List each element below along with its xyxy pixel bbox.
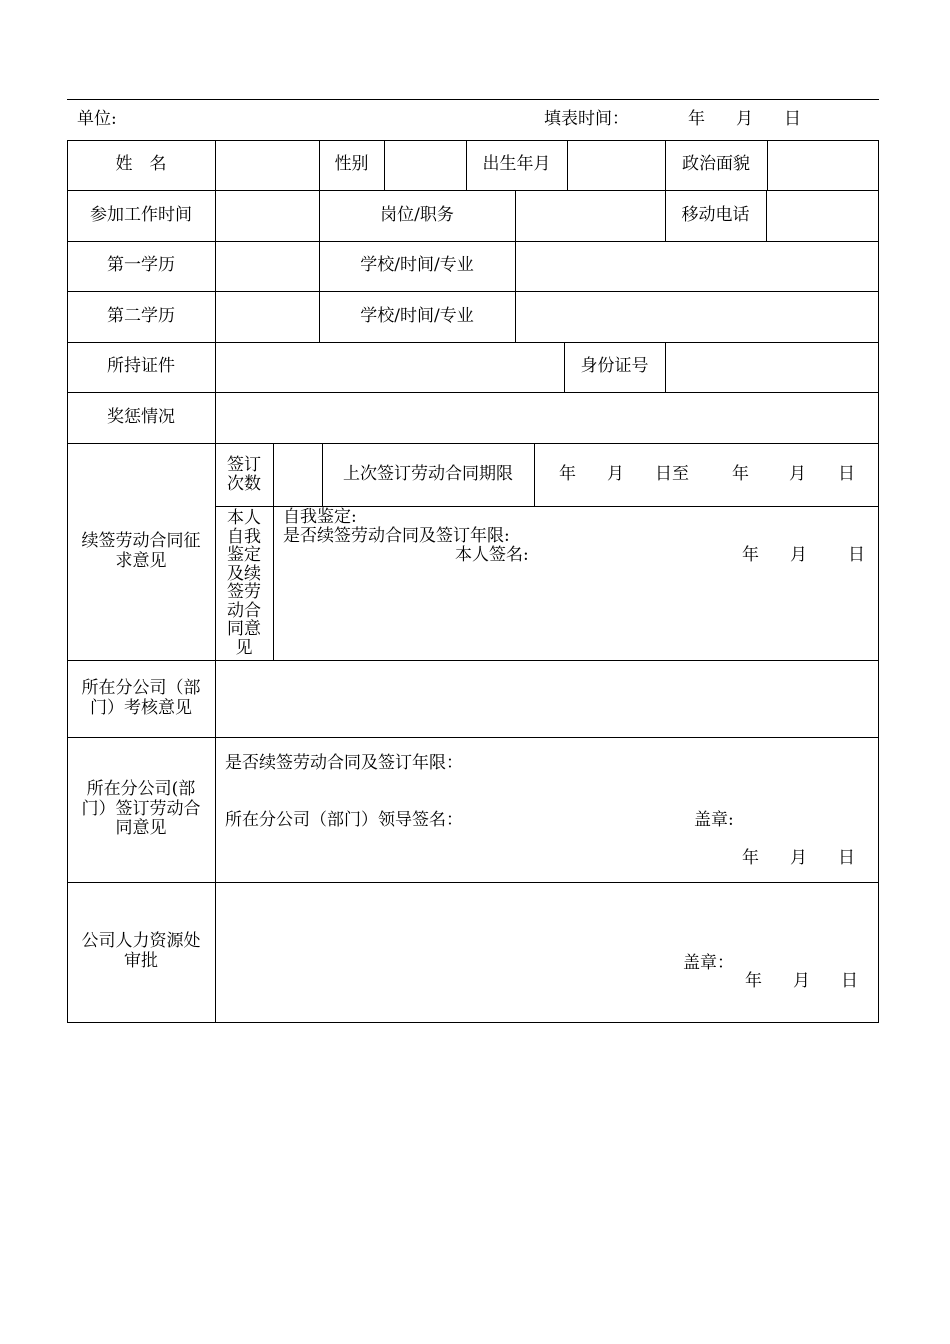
term-year-1: 年 [559, 464, 576, 484]
gender-value[interactable] [385, 141, 466, 190]
branch-day: 日 [838, 848, 855, 868]
sig-day: 日 [848, 545, 865, 565]
table-line [534, 443, 535, 507]
edu2-label: 第二学历 [107, 305, 175, 326]
reward-label: 奖惩情况 [107, 406, 175, 427]
sign-count-label: 签订次数 [227, 455, 261, 494]
name-value[interactable] [216, 141, 319, 190]
self-eval-label: 自我鉴定: [283, 507, 357, 527]
edu1-value[interactable] [216, 242, 319, 291]
header-rule [67, 99, 879, 100]
branch-seal: 盖章: [694, 810, 734, 830]
last-term-label: 上次签订劳动合同期限 [343, 463, 513, 484]
edu2-value[interactable] [216, 292, 319, 342]
name-label: 姓 名 [115, 154, 167, 175]
reward-value[interactable] [216, 393, 878, 443]
hr-day: 日 [841, 971, 858, 991]
politics-label: 政治面貌 [682, 154, 750, 175]
mobile-label: 移动电话 [681, 204, 750, 225]
hr-year: 年 [745, 971, 762, 991]
id-label: 身份证号 [580, 356, 649, 377]
self-eval-section-label: 本人自我鉴定及续签劳动合同意见 [227, 508, 261, 658]
term-month-1: 月 [607, 464, 624, 484]
edu1-label: 第一学历 [107, 255, 175, 276]
work-start-label: 参加工作时间 [90, 204, 192, 225]
term-day-2: 日 [838, 464, 855, 484]
term-month-2: 月 [789, 464, 806, 484]
hr-month: 月 [793, 971, 810, 991]
id-value[interactable] [666, 343, 878, 392]
edu2-school-value[interactable] [516, 292, 878, 342]
term-year-2: 年 [732, 464, 749, 484]
header-month: 月 [736, 109, 753, 129]
branch-review-label: 所在分公司（部门）考核意见 [81, 677, 201, 718]
branch-year: 年 [742, 848, 759, 868]
branch-leader-sign: 所在分公司（部门）领导签名： [225, 810, 463, 830]
header-year: 年 [688, 109, 705, 129]
politics-value[interactable] [768, 141, 878, 190]
birth-value[interactable] [568, 141, 665, 190]
renewal-section-label: 续签劳动合同征求意见 [81, 530, 201, 571]
sig-month: 月 [790, 545, 807, 565]
branch-opinion-label: 所在分公司(部门）签订劳动合同意见 [81, 779, 201, 839]
mobile-value[interactable] [767, 191, 878, 241]
edu1-school-label: 学校/时间/专业 [360, 255, 474, 276]
fill-date-label: 填表时间： [544, 109, 629, 129]
branch-month: 月 [790, 848, 807, 868]
header-day: 日 [784, 109, 801, 129]
self-signature-label: 本人签名: [455, 545, 529, 565]
position-label: 岗位/职务 [380, 204, 454, 225]
sig-year: 年 [742, 545, 759, 565]
position-value[interactable] [516, 191, 665, 241]
sign-count-value[interactable] [274, 444, 322, 506]
gender-label: 性别 [334, 154, 369, 175]
birth-label: 出生年月 [482, 154, 551, 175]
renew-question: 是否续签劳动合同及签订年限: [283, 526, 510, 546]
unit-label: 单位: [77, 109, 117, 129]
cert-label: 所持证件 [107, 356, 175, 377]
branch-renew-question: 是否续签劳动合同及签订年限： [225, 753, 463, 773]
work-start-value[interactable] [216, 191, 319, 241]
cert-value[interactable] [216, 343, 564, 392]
hr-seal: 盖章： [683, 953, 734, 973]
edu1-school-value[interactable] [516, 242, 878, 291]
edu2-school-label: 学校/时间/专业 [360, 305, 474, 326]
table-line [67, 1022, 879, 1023]
term-day-to: 日至 [655, 464, 689, 484]
hr-approval-label: 公司人力资源处审批 [81, 931, 201, 971]
table-line [878, 140, 879, 1023]
branch-review-value[interactable] [216, 661, 878, 737]
